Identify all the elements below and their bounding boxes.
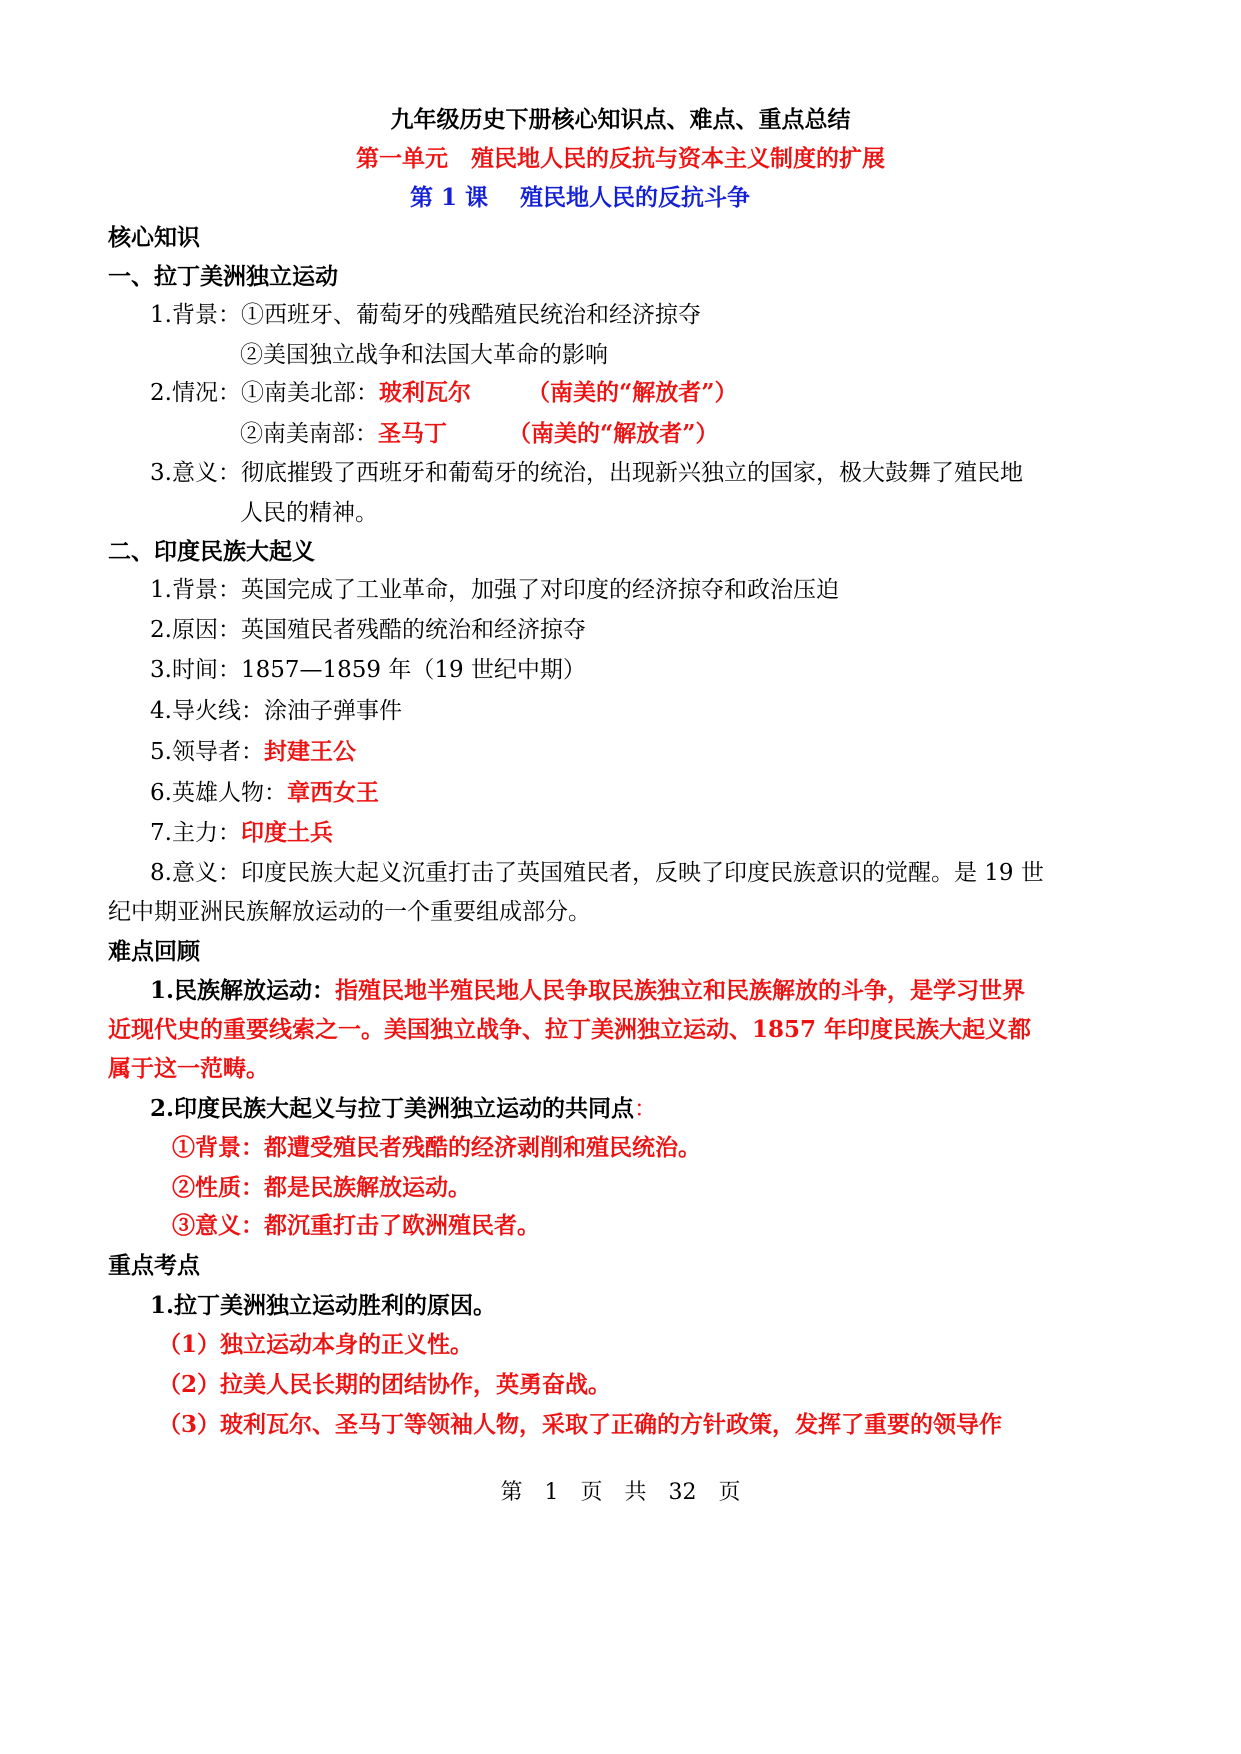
common-point-background: ①背景：都遭受殖民者残酷的经济剥削和殖民统治。 xyxy=(172,1134,701,1161)
label: 1.民族解放运动： xyxy=(150,977,336,1004)
label: 2.情况：①南美北部： xyxy=(150,380,379,406)
key-point-1: 1.拉丁美洲独立运动胜利的原因。 xyxy=(150,1292,497,1319)
in-trigger: 4.导火线：涂油子弹事件 xyxy=(150,698,402,724)
la-significance-2: 人民的精神。 xyxy=(240,500,378,526)
text: 指殖民地半殖民地人民争取民族独立和民族解放的斗争，是学习世界 xyxy=(335,977,1026,1004)
difficult-1-line-1 xyxy=(150,976,1025,1006)
heading-india-uprising: 二、印度民族大起义 xyxy=(108,538,315,565)
page-footer: 第 1 页 共 32 页 xyxy=(500,1480,741,1505)
difficult-1-line-3: 属于这一范畴。 xyxy=(108,1055,269,1082)
lesson-number: 第 1 课 xyxy=(410,184,489,211)
in-leader xyxy=(150,737,356,767)
la-background-1: 1.背景：①西班牙、葡萄牙的残酷殖民统治和经济掠夺 xyxy=(150,302,701,328)
value: 封建王公 xyxy=(263,738,356,765)
key-reason-2: （2）拉美人民长期的团结协作，英勇奋战。 xyxy=(158,1371,612,1398)
section-heading-difficult: 难点回顾 xyxy=(108,938,200,965)
la-situation-south xyxy=(240,419,447,449)
in-time: 3.时间：1857—1859 年（19 世纪中期） xyxy=(150,657,586,683)
key-reason-3: （3）玻利瓦尔、圣马丁等领袖人物，采取了正确的方针政策，发挥了重要的领导作 xyxy=(158,1411,1003,1438)
label: 7.主力： xyxy=(150,820,241,846)
section-heading-core: 核心知识 xyxy=(108,224,200,251)
label: 5.领导者： xyxy=(150,739,264,765)
leader-san-martin: 圣马丁 xyxy=(378,420,447,447)
heading-latin-america: 一、拉丁美洲独立运动 xyxy=(108,263,338,290)
unit-title: 第一单元 殖民地人民的反抗与资本主义制度的扩展 xyxy=(356,145,885,172)
la-background-2: ②美国独立战争和法国大革命的影响 xyxy=(240,342,608,368)
common-point-significance: ③意义：都沉重打击了欧洲殖民者。 xyxy=(172,1212,540,1239)
document-title: 九年级历史下册核心知识点、难点、重点总结 xyxy=(390,106,851,133)
in-significance-1: 8.意义：印度民族大起义沉重打击了英国殖民者，反映了印度民族意识的觉醒。是 19 世 xyxy=(150,860,1044,886)
in-significance-2: 纪中期亚洲民族解放运动的一个重要组成部分。 xyxy=(108,899,591,925)
difficult-2-heading xyxy=(150,1094,657,1124)
leader-bolivar: 玻利瓦尔 xyxy=(378,379,471,406)
common-point-nature: ②性质：都是民族解放运动。 xyxy=(172,1174,471,1201)
la-situation-north xyxy=(150,378,471,408)
value: 印度土兵 xyxy=(240,819,333,846)
in-cause: 2.原因：英国殖民者残酷的统治和经济掠夺 xyxy=(150,617,586,643)
liberator-note-1: （南美的“解放者”） xyxy=(527,379,738,406)
in-hero xyxy=(150,778,379,808)
la-significance-1: 3.意义：彻底摧毁了西班牙和葡萄牙的统治，出现新兴独立的国家，极大鼓舞了殖民地 xyxy=(150,460,1023,486)
key-reason-1: （1）独立运动本身的正义性。 xyxy=(158,1331,474,1358)
label: 2.印度民族大起义与拉丁美洲独立运动的共同点 xyxy=(150,1095,635,1122)
label: ②南美南部： xyxy=(240,421,378,447)
value: 章西女王 xyxy=(286,779,379,806)
colon: ： xyxy=(634,1096,658,1122)
section-heading-key: 重点考点 xyxy=(108,1252,200,1279)
difficult-1-line-2: 近现代史的重要线索之一。美国独立战争、拉丁美洲独立运动、1857 年印度民族大起义都 xyxy=(108,1016,1032,1043)
in-background: 1.背景：英国完成了工业革命，加强了对印度的经济掠夺和政治压迫 xyxy=(150,577,839,603)
in-main-force xyxy=(150,818,333,848)
liberator-note-2: （南美的“解放者”） xyxy=(508,420,719,447)
lesson-title: 殖民地人民的反抗斗争 xyxy=(520,184,750,211)
label: 6.英雄人物： xyxy=(150,780,287,806)
